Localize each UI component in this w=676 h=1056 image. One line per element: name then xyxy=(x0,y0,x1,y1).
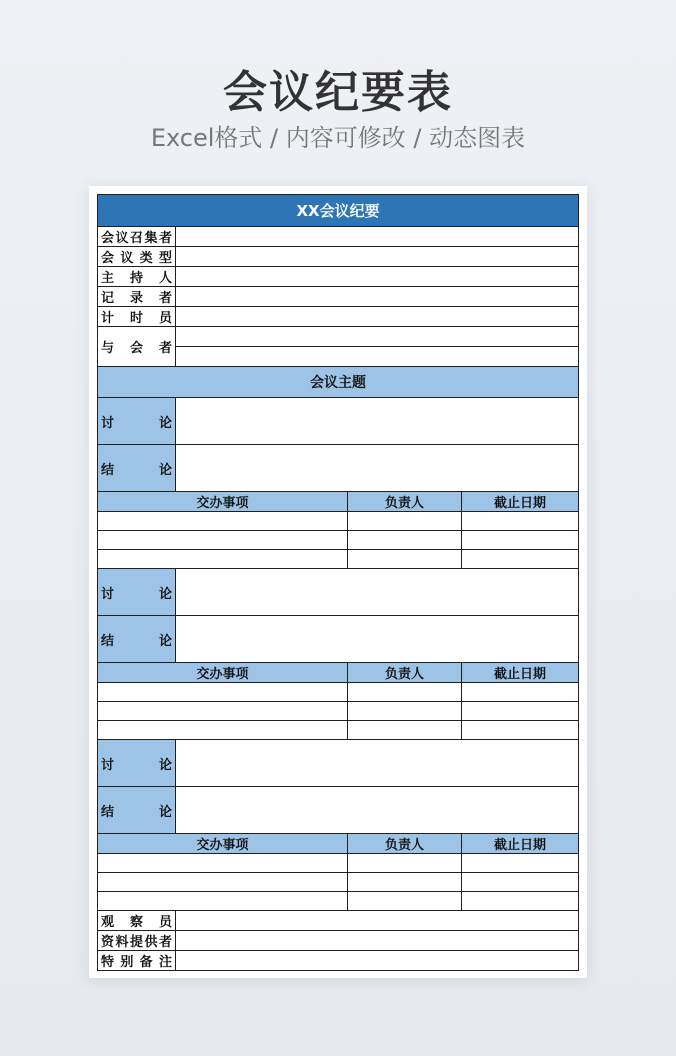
deadline-cell[interactable] xyxy=(462,873,579,892)
footer-label xyxy=(98,951,176,971)
label-char: 会 xyxy=(101,251,115,266)
task-cell[interactable] xyxy=(98,892,348,911)
task-cell[interactable] xyxy=(98,854,348,873)
label-char: 观 xyxy=(101,915,115,930)
label-char: 者 xyxy=(158,291,172,306)
label-char: 类 xyxy=(139,251,153,266)
label-char: 别 xyxy=(120,955,134,970)
owner-cell[interactable] xyxy=(348,873,462,892)
conclusion-label xyxy=(98,445,176,492)
label-text xyxy=(101,951,172,970)
label-text xyxy=(101,630,172,649)
attendees-field[interactable] xyxy=(176,347,579,367)
label-char: 特 xyxy=(101,955,115,970)
label-char: 持 xyxy=(129,271,143,286)
label-char: 结 xyxy=(101,462,115,478)
label-char: 者 xyxy=(158,341,172,356)
owner-cell[interactable] xyxy=(348,892,462,911)
deadline-cell[interactable] xyxy=(462,550,579,569)
label-char: 员 xyxy=(158,311,172,326)
deadline-cell[interactable] xyxy=(462,683,579,702)
label-char: 召 xyxy=(129,231,143,246)
task-cell[interactable] xyxy=(98,873,348,892)
minutes-sheet xyxy=(89,186,587,978)
label-char: 论 xyxy=(158,633,172,649)
conclusion-field[interactable] xyxy=(176,445,579,492)
conclusion-label xyxy=(98,787,176,834)
label-char: 论 xyxy=(158,462,172,478)
label-char: 记 xyxy=(101,291,115,306)
label-text xyxy=(101,931,172,950)
label-char: 资 xyxy=(101,935,115,950)
footer-value-field[interactable] xyxy=(176,951,579,971)
footer-value-field[interactable] xyxy=(176,911,579,931)
label-char: 论 xyxy=(158,415,172,431)
info-value-field[interactable] xyxy=(176,267,579,287)
discussion-field[interactable] xyxy=(176,740,579,787)
deadline-cell[interactable] xyxy=(462,512,579,531)
label-text xyxy=(101,247,172,266)
label-char: 讨 xyxy=(101,415,115,431)
header-deadline: 截止日期 xyxy=(462,834,579,854)
label-char: 结 xyxy=(101,633,115,649)
label-text xyxy=(101,911,172,930)
label-char: 备 xyxy=(139,955,153,970)
label-text xyxy=(101,459,172,478)
footer-label xyxy=(98,911,176,931)
task-cell[interactable] xyxy=(98,531,348,550)
conclusion-field[interactable] xyxy=(176,787,579,834)
deadline-cell[interactable] xyxy=(462,531,579,550)
label-char: 提 xyxy=(129,935,143,950)
header-owner: 负责人 xyxy=(348,663,462,683)
label-text xyxy=(101,583,172,602)
header-task: 交办事项 xyxy=(98,492,348,512)
task-cell[interactable] xyxy=(98,683,348,702)
info-value-field[interactable] xyxy=(176,287,579,307)
owner-cell[interactable] xyxy=(348,531,462,550)
label-char: 与 xyxy=(101,341,115,356)
minutes-table xyxy=(97,194,579,971)
header-task: 交办事项 xyxy=(98,663,348,683)
sheet-title: XX会议纪要 xyxy=(98,195,579,227)
info-value-field[interactable] xyxy=(176,227,579,247)
label-char: 讨 xyxy=(101,586,115,602)
label-text xyxy=(101,307,172,326)
info-label xyxy=(98,267,176,287)
label-char: 员 xyxy=(158,915,172,930)
footer-value-field[interactable] xyxy=(176,931,579,951)
label-char: 供 xyxy=(144,935,158,950)
task-cell[interactable] xyxy=(98,512,348,531)
header-owner: 负责人 xyxy=(348,834,462,854)
label-char: 议 xyxy=(120,251,134,266)
owner-cell[interactable] xyxy=(348,512,462,531)
label-text xyxy=(101,267,172,286)
footer-label xyxy=(98,931,176,951)
owner-cell[interactable] xyxy=(348,683,462,702)
deadline-cell[interactable] xyxy=(462,702,579,721)
info-label xyxy=(98,227,176,247)
label-char: 结 xyxy=(101,804,115,820)
page-subtitle: Excel格式 / 内容可修改 / 动态图表 xyxy=(150,124,526,152)
label-text xyxy=(101,227,172,246)
info-value-field[interactable] xyxy=(176,307,579,327)
task-cell[interactable] xyxy=(98,550,348,569)
discussion-field[interactable] xyxy=(176,398,579,445)
discussion-label xyxy=(98,569,176,616)
label-char: 论 xyxy=(158,586,172,602)
header-deadline: 截止日期 xyxy=(462,492,579,512)
owner-cell[interactable] xyxy=(348,721,462,740)
header-deadline: 截止日期 xyxy=(462,663,579,683)
conclusion-field[interactable] xyxy=(176,616,579,663)
header-task: 交办事项 xyxy=(98,834,348,854)
label-char: 型 xyxy=(158,251,172,266)
info-value-field[interactable] xyxy=(176,247,579,267)
task-cell[interactable] xyxy=(98,721,348,740)
label-char: 者 xyxy=(158,935,172,950)
owner-cell[interactable] xyxy=(348,702,462,721)
label-char: 注 xyxy=(158,955,172,970)
label-text xyxy=(101,287,172,306)
label-text xyxy=(101,754,172,773)
label-char: 察 xyxy=(129,915,143,930)
deadline-cell[interactable] xyxy=(462,892,579,911)
label-char: 讨 xyxy=(101,757,115,773)
meeting-theme-header: 会议主题 xyxy=(98,367,579,398)
label-char: 录 xyxy=(129,291,143,306)
owner-cell[interactable] xyxy=(348,550,462,569)
label-char: 时 xyxy=(129,311,143,326)
discussion-label xyxy=(98,740,176,787)
label-char: 集 xyxy=(144,231,158,246)
discussion-field[interactable] xyxy=(176,569,579,616)
discussion-label xyxy=(98,398,176,445)
attendees-label xyxy=(98,327,176,367)
label-char: 会 xyxy=(129,341,143,356)
label-char: 人 xyxy=(158,271,172,286)
label-char: 议 xyxy=(115,231,129,246)
label-char: 者 xyxy=(158,231,172,246)
label-char: 论 xyxy=(158,804,172,820)
task-cell[interactable] xyxy=(98,702,348,721)
label-char: 会 xyxy=(101,231,115,246)
deadline-cell[interactable] xyxy=(462,854,579,873)
info-label xyxy=(98,287,176,307)
header-owner: 负责人 xyxy=(348,492,462,512)
label-text xyxy=(101,801,172,820)
info-label xyxy=(98,307,176,327)
page-title: 会议纪要表 xyxy=(223,67,453,118)
label-char: 计 xyxy=(101,311,115,326)
label-text xyxy=(101,412,172,431)
conclusion-label xyxy=(98,616,176,663)
info-label xyxy=(98,247,176,267)
deadline-cell[interactable] xyxy=(462,721,579,740)
attendees-field[interactable] xyxy=(176,327,579,347)
label-char: 料 xyxy=(115,935,129,950)
owner-cell[interactable] xyxy=(348,854,462,873)
label-char: 论 xyxy=(158,757,172,773)
label-text xyxy=(101,337,172,356)
label-char: 主 xyxy=(101,271,115,286)
